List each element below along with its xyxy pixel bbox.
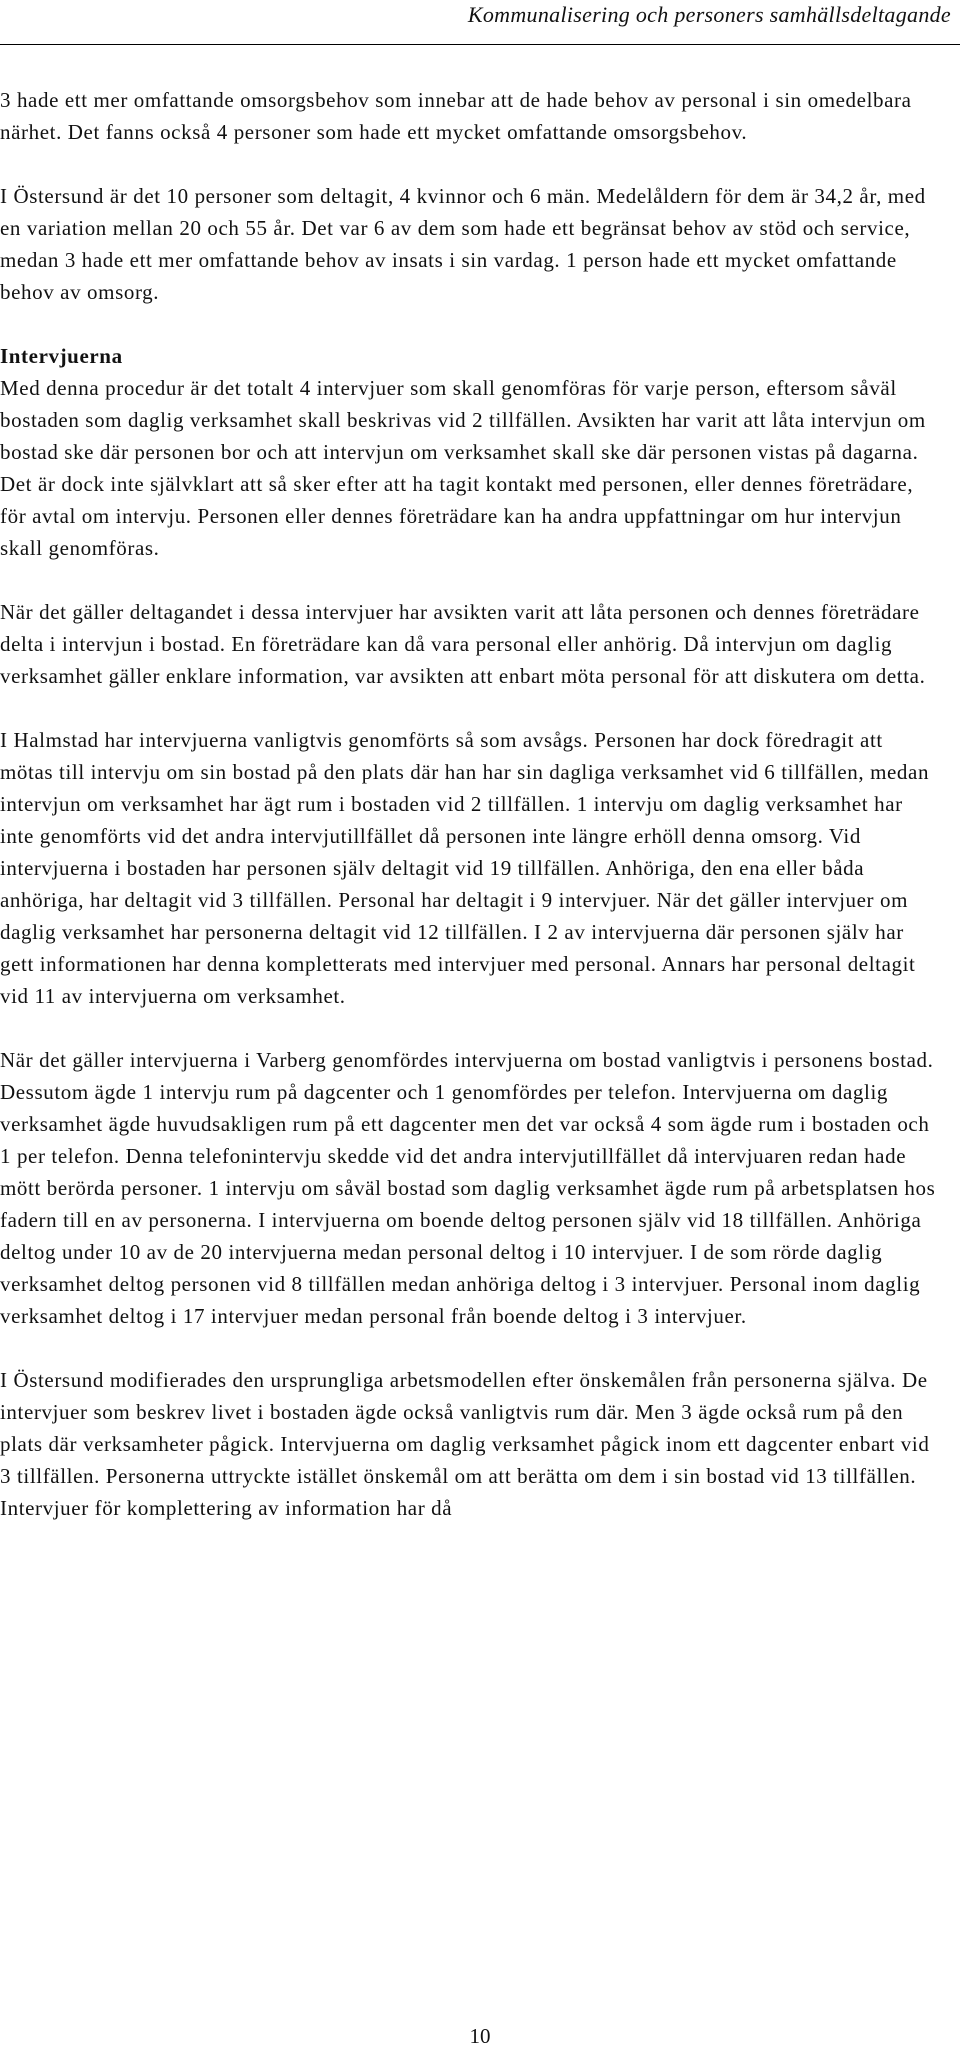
paragraph: I Östersund modifierades den ursprungliga arbetsmodellen efter önskemålen från personerna själva. De intervjuer som beskrev livet i bostaden ägde också vanligtvis rum där. Men 3 ägde också rum på den plats där verksamheter pågick. Intervjuerna om daglig verksamhet pågick inom ett dagcenter enbart vid 3 tillfällen. Personerna uttryckte istället önskemål om att berätta om dem i sin bostad vid 13 tillfällen. Intervjuer för komplettering av information har då — [0, 1368, 930, 1520]
running-header: Kommunalisering och personers samhällsdeltagande — [467, 2, 951, 27]
paragraph: När det gäller deltagandet i dessa intervjuer har avsikten varit att låta personen och dennes företrädare delta i intervjun i bostad. En företrädare kan då vara personal eller anhörig. Då intervjun om daglig verksamhet gäller enklare information, var avsikten att enbart möta personal för att diskutera om detta. — [0, 600, 926, 688]
paragraph: När det gäller intervjuerna i Varberg genomfördes intervjuerna om bostad vanligtvis i personens bostad. Dessutom ägde 1 intervju rum på dagcenter och 1 genomfördes per telefon. Intervjuerna om daglig verksamhet ägde huvudsakligen rum på ett dagcenter men det var också 4 som ägde rum i bostaden och 1 per telefon. Denna telefonintervju skedde vid det andra intervjutillfället då intervjuaren redan hade mött berörda personer. 1 intervju om såväl bostad som daglig verksamhet ägde rum på arbetsplatsen hos fadern till en av personerna. I intervjuerna om boende deltog personen själv vid 18 tillfällen. Anhöriga deltog under 10 av de 20 intervjuerna medan personal deltog i 10 intervjuer. I de som rörde daglig verksamhet deltog personen vid 8 tillfällen medan anhöriga deltog i 3 intervjuer. Personal inom daglig verksamhet deltog i 17 intervjuer medan personal från boende deltog i 3 intervjuer. — [0, 1048, 936, 1328]
section-heading: Intervjuerna — [0, 344, 123, 368]
section-interviews — [0, 340, 940, 1524]
paragraph: Med denna procedur är det totalt 4 intervjuer som skall genomföras för varje person, eftersom såväl bostaden som daglig verksamhet skall beskrivas vid 2 tillfällen. Avsikten har varit att låta intervjun om bostad ske där personen bor och att intervjun om verksamhet skall ske där personen vistas på dagarna. Det är dock inte självklart att så sker efter att ha tagit kontakt med personen, eller dennes företrädare, för avtal om intervju. Personen eller dennes företrädare kan ha andra uppfattningar om hur intervjun skall genomföras. — [0, 376, 926, 560]
header-divider — [0, 44, 960, 45]
paragraph: I Halmstad har intervjuerna vanligtvis genomförts så som avsågs. Personen har dock föredragit att mötas till intervju om sin bostad på den plats där han har sin dagliga verksamhet vid 6 tillfällen, medan intervjun om verksamhet har ägt rum i bostaden vid 2 tillfällen. 1 intervju om daglig verksamhet har inte genomförts vid det andra intervjutillfället då personen inte längre erhöll denna omsorg. Vid intervjuerna i bostaden har personen själv deltagit vid 19 tillfällen. Anhöriga, den ena eller båda anhöriga, har deltagit vid 3 tillfällen. Personal har deltagit i 9 intervjuer. När det gäller intervjuer om daglig verksamhet har personerna deltagit vid 12 tillfällen. I 2 av intervjuerna där personen själv har gett informationen har denna kompletterats med intervjuer med personal. Annars har personal deltagit vid 11 av intervjuerna om verksamhet. — [0, 728, 930, 1008]
body-text — [0, 84, 940, 1556]
paragraph: I Östersund är det 10 personer som deltagit, 4 kvinnor och 6 män. Medelåldern för dem är 34,2 år, med en variation mellan 20 och 55 år. Det var 6 av dem som hade ett begränsat behov av stöd och service, medan 3 hade ett mer omfattande behov av insats i sin vardag. 1 person hade ett mycket omfattande behov av omsorg. — [0, 184, 926, 304]
paragraph: 3 hade ett mer omfattande omsorgsbehov som innebar att de hade behov av personal i sin omedelbara närhet. Det fanns också 4 personer som hade ett mycket omfattande omsorgsbehov. — [0, 88, 912, 144]
page-number: 10 — [469, 2024, 491, 2048]
